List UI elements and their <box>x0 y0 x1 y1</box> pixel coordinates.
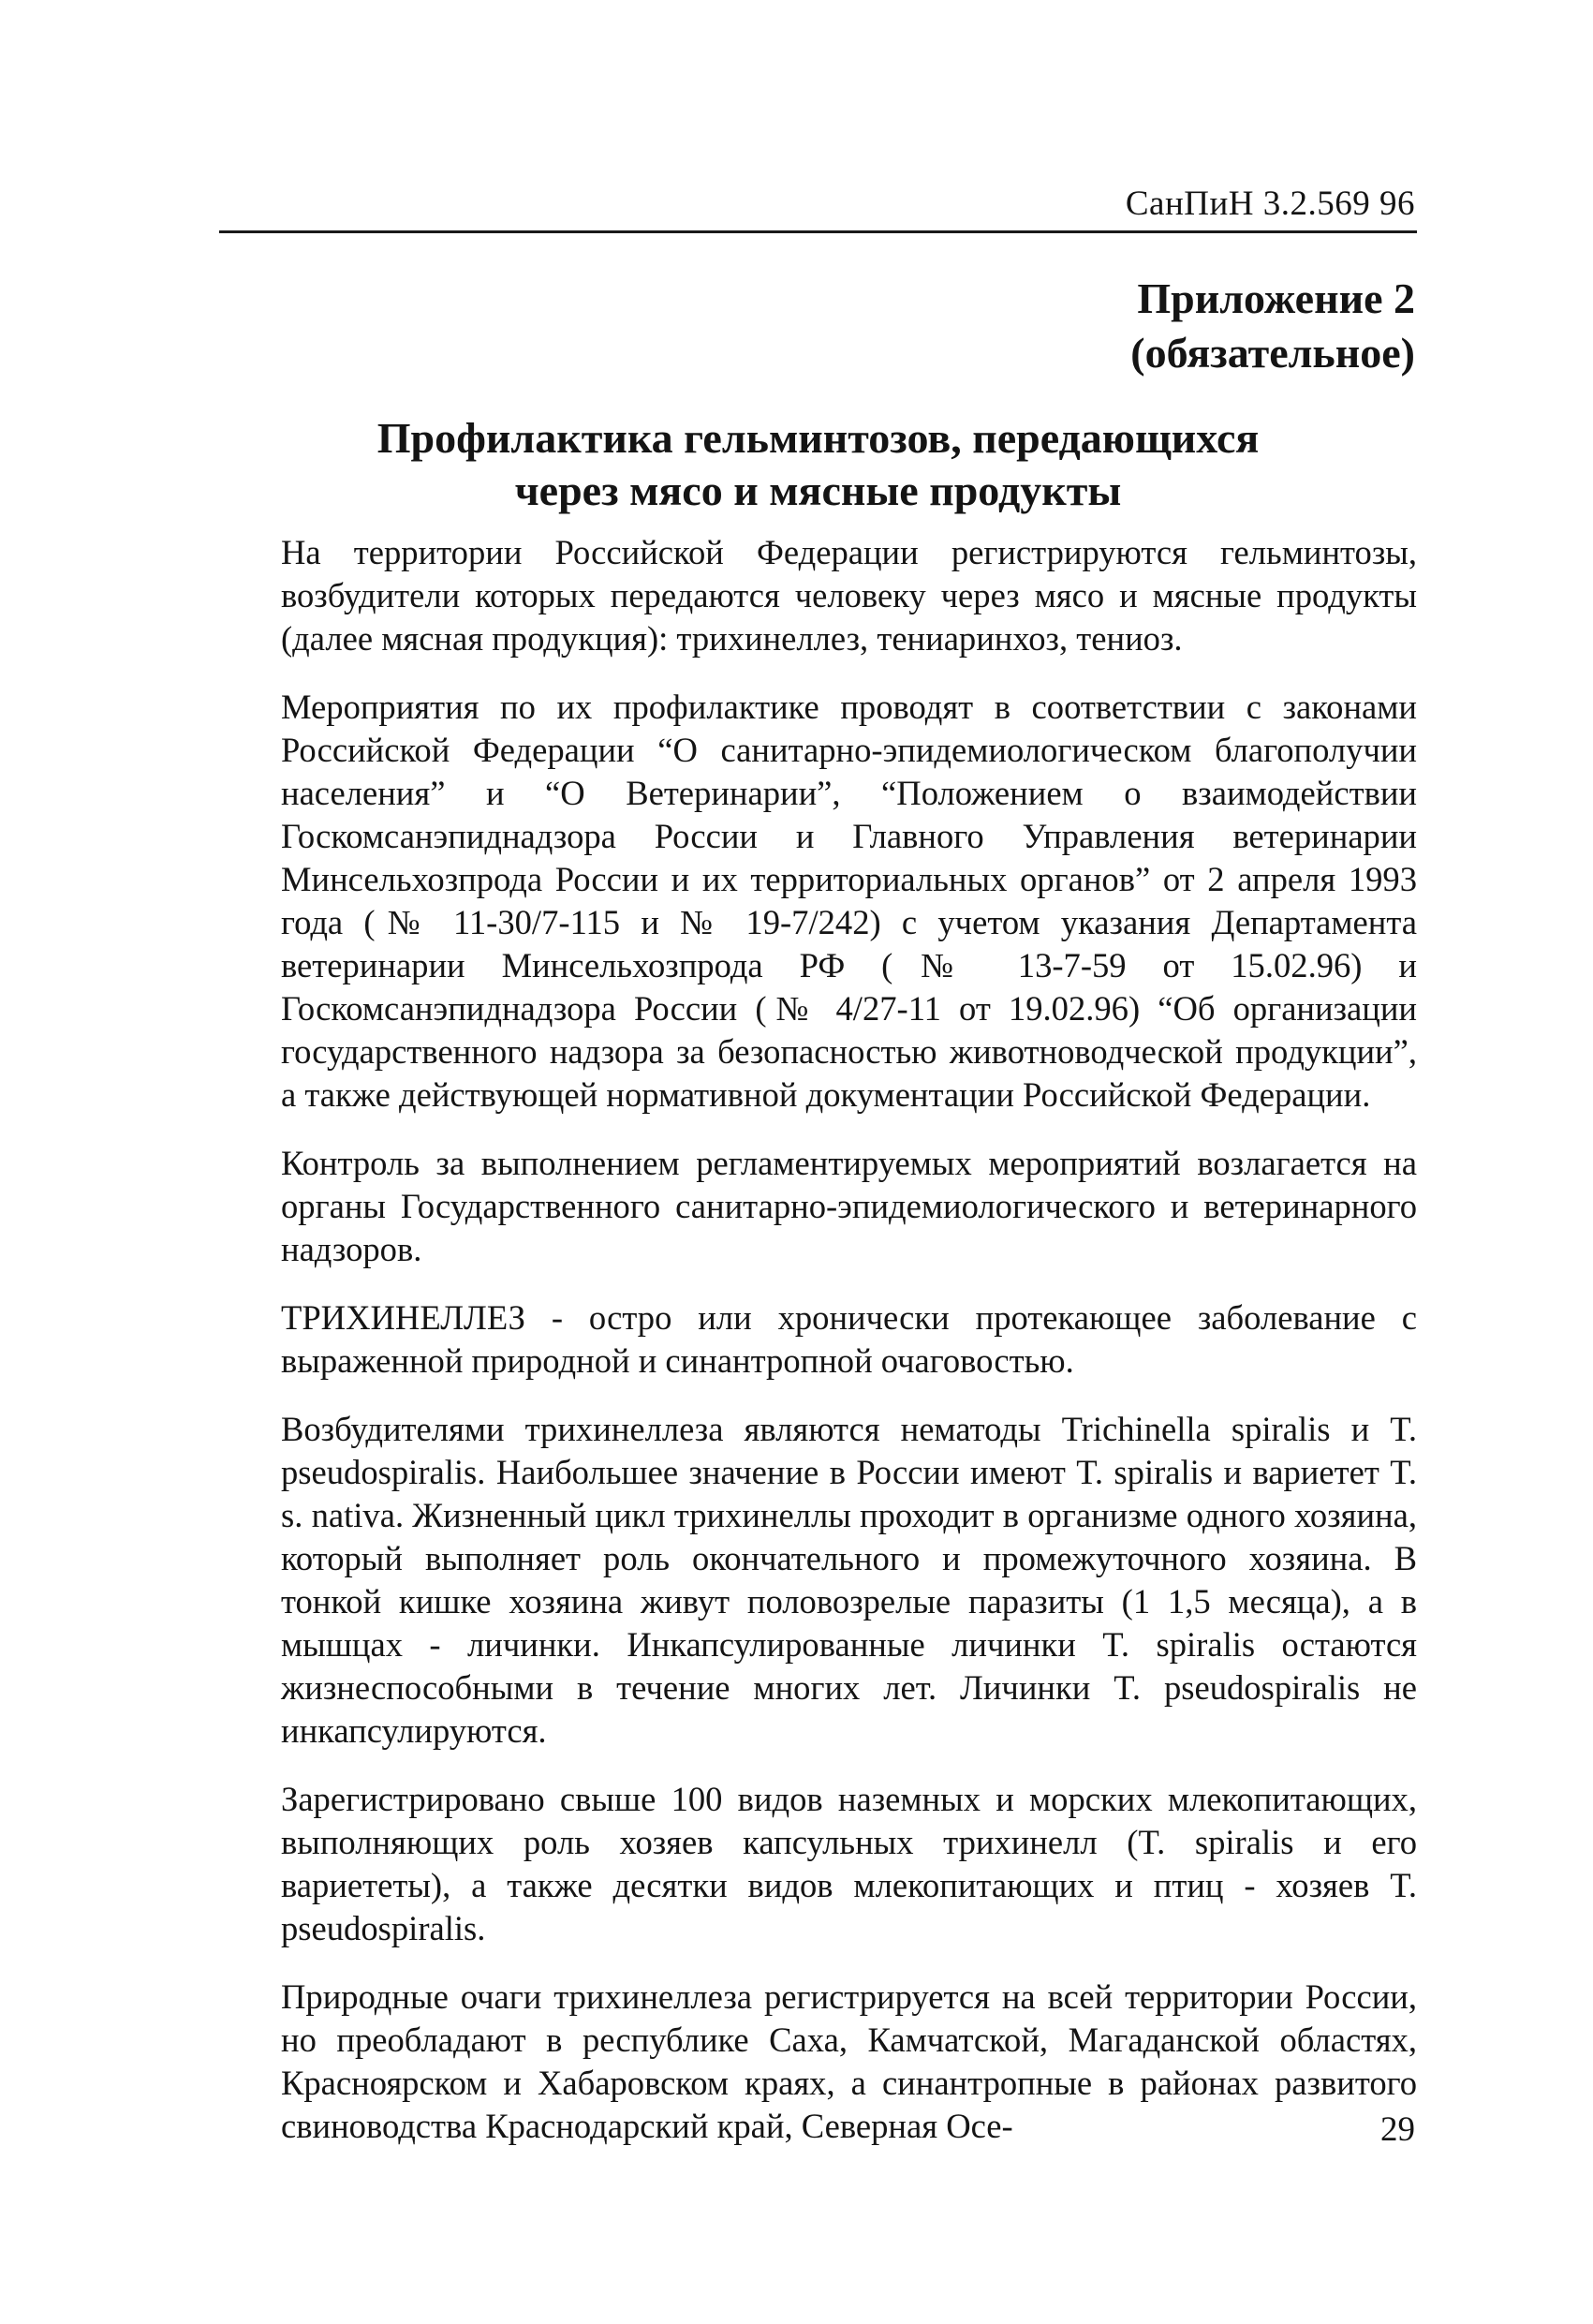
document-code: СанПиН 3.2.569 96 <box>1125 185 1415 223</box>
appendix-label <box>1130 272 1415 380</box>
paragraph-intro: На территории Российской Федерации регистрируются гельминтозы, возбудители которых передаются человеку через мясо и мясные продукты (далее мясная продукция): трихинеллез, тениаринхоз, тениоз. <box>281 533 1417 658</box>
paragraph-control: Контроль за выполнением регламентируемых мероприятий возлагается на органы Государственного санитарно-эпидемиологического и ветеринарного надзоров. <box>281 1144 1417 1268</box>
paragraph-trichinellosis-definition: ТРИХИНЕЛЛЕЗ - остро или хронически протекающее заболевание с выраженной природной и синантропной очаговостью. <box>281 1298 1417 1380</box>
appendix-status: (обязательное) <box>1130 329 1415 377</box>
appendix-number: Приложение 2 <box>1137 274 1415 322</box>
paragraph-hosts: Зарегистрировано свыше 100 видов наземных и морских млекопитающих, выполняющих роль хозяев капсульных трихинелл (T. spiralis и его вариететы), а также десятки видов млекопитающих и птиц - хозяев T. pseudospiralis. <box>281 1780 1417 1947</box>
section-title-line-1: Профилактика гельминтозов, передающихся <box>376 414 1260 462</box>
paragraph-pathogens: Возбудителями трихинеллеза являются нематоды Trichinella spiralis и T. pseudospiralis. Наибольшее значение в России имеют T. spiralis и вариетет T. s. nativa. Жизненный цикл трихинеллы проходит в организме одного хозяина, который выполняет роль окончательного и промежуточного хозяина. В тонкой кишке хозяина живут половозрелые паразиты (1 1,5 месяца), а в мышцах - личинки. Инкапсулированные личинки T. spiralis остаются жизнеспособными в течение многих лет. Личинки T. pseudospiralis не инкапсулируются. <box>281 1410 1417 1750</box>
header-rule <box>219 230 1417 233</box>
page-number: 29 <box>1380 2110 1415 2149</box>
body-text <box>281 531 1417 2173</box>
section-title-line-2: через мясо и мясные продукты <box>514 466 1122 514</box>
paragraph-foci: Природные очаги трихинеллеза регистрируется на всей территории России, но преобладают в республике Саха, Камчатской, Магаданской областях, Красноярском и Хабаровском краях, а синантропные в районах развитого свиноводства Краснодарский край, Северная Осе- <box>281 1977 1417 2145</box>
section-title <box>219 412 1417 517</box>
paragraph-legal-basis: Мероприятия по их профилактике проводят в соответствии с законами Российской Федерации “О санитарно-эпидемиологическом благополучии населения” и “О Ветеринарии”, “Положением о взаимодействии Госкомсанэпиднадзора России и Главного Управления ветеринарии Минсельхозпрода России и их территориальных органов” от 2 апреля 1993 года (№ 11-30/7-115 и № 19-7/242) с учетом указания Департамента ветеринарии Минсельхозпрода РФ (№ 13-7-59 от 15.02.96) и Госкомсанэпиднадзора России (№ 4/27-11 от 19.02.96) “Об организации государственного надзора за безопасностью животноводческой продукции”, а также действующей нормативной документации Российской Федерации. <box>281 688 1417 1114</box>
